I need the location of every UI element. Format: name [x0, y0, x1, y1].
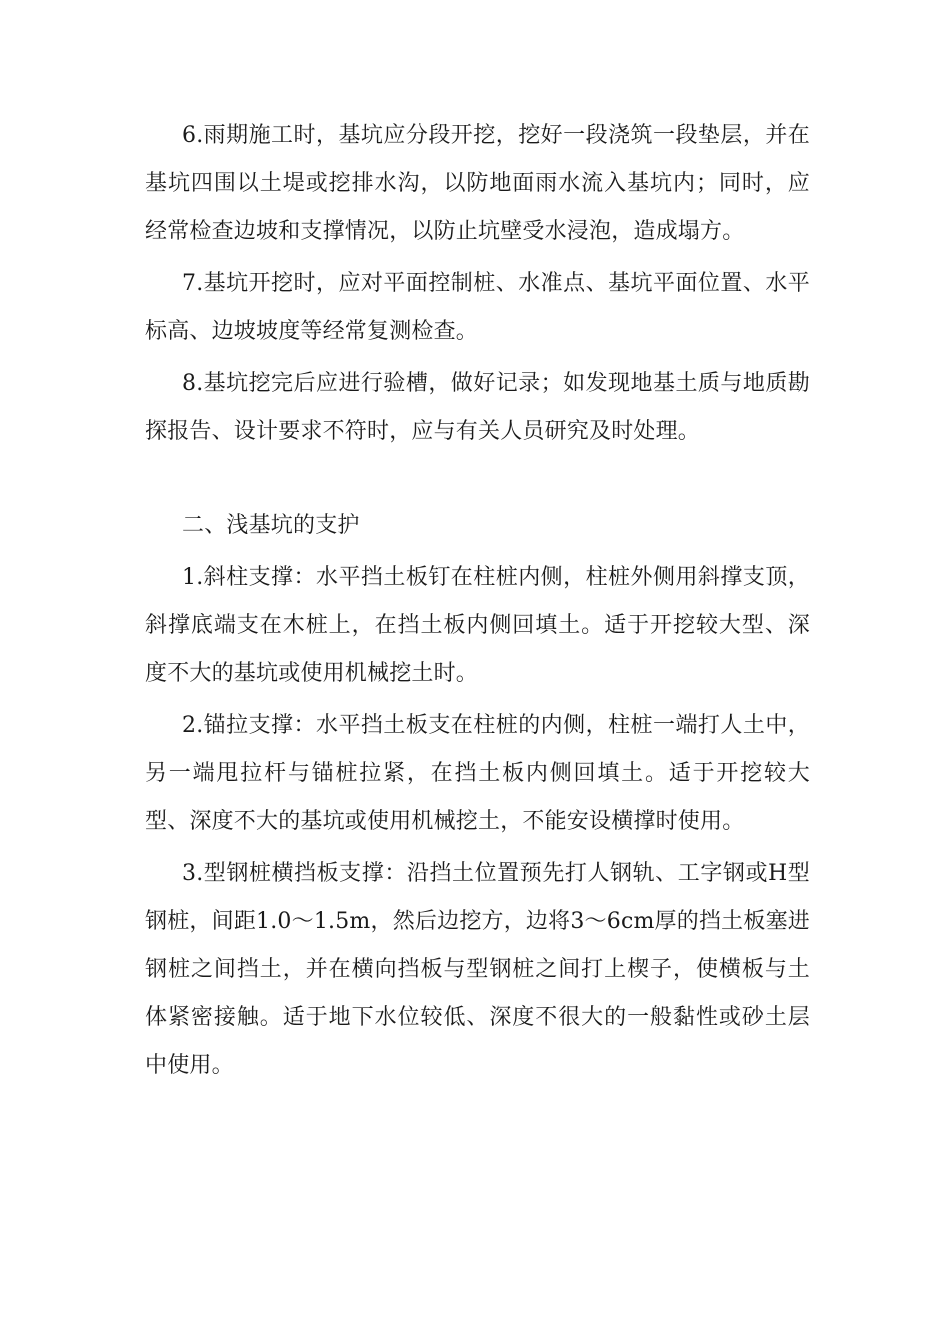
paragraph-support-3: 3.型钢桩横挡板支撑：沿挡土位置预先打人钢轨、工字钢或H型钢桩，间距1.0～1.5m，然后边挖方，边将3～6cm厚的挡土板塞进钢桩之间挡土，并在横向挡板与型钢桩之间打上楔子，使横板与土体紧密接触。适于地下水位较低、深度不很大的一般黏性或砂土层中使用。	[145, 861, 810, 1078]
document-body	[145, 112, 810, 1094]
paragraph-support-1: 1.斜柱支撑：水平挡土板钉在柱桩内侧，柱桩外侧用斜撑支顶，斜撑底端支在木桩上，在挡土板内侧回填土。适于开挖较大型、深度不大的基坑或使用机械挖土时。	[145, 565, 810, 686]
paragraph-item-8: 8.基坑挖完后应进行验槽，做好记录；如发现地基土质与地质勘探报告、设计要求不符时，应与有关人员研究及时处理。	[145, 371, 810, 444]
paragraph-item-7: 7.基坑开挖时，应对平面控制桩、水准点、基坑平面位置、水平标高、边坡坡度等经常复测检查。	[145, 271, 810, 344]
paragraph-item-6: 6.雨期施工时，基坑应分段开挖，挖好一段浇筑一段垫层，并在基坑四围以土堤或挖排水沟，以防地面雨水流入基坑内；同时，应经常检查边坡和支撑情况，以防止坑壁受水浸泡，造成塌方。	[145, 123, 810, 244]
section-heading: 二、浅基坑的支护	[182, 513, 360, 538]
paragraph-support-2: 2.锚拉支撑：水平挡土板支在柱桩的内侧，柱桩一端打人土中，另一端甩拉杆与锚桩拉紧，在挡土板内侧回填土。适于开挖较大型、深度不大的基坑或使用机械挖土，不能安设横撑时使用。	[145, 713, 810, 834]
